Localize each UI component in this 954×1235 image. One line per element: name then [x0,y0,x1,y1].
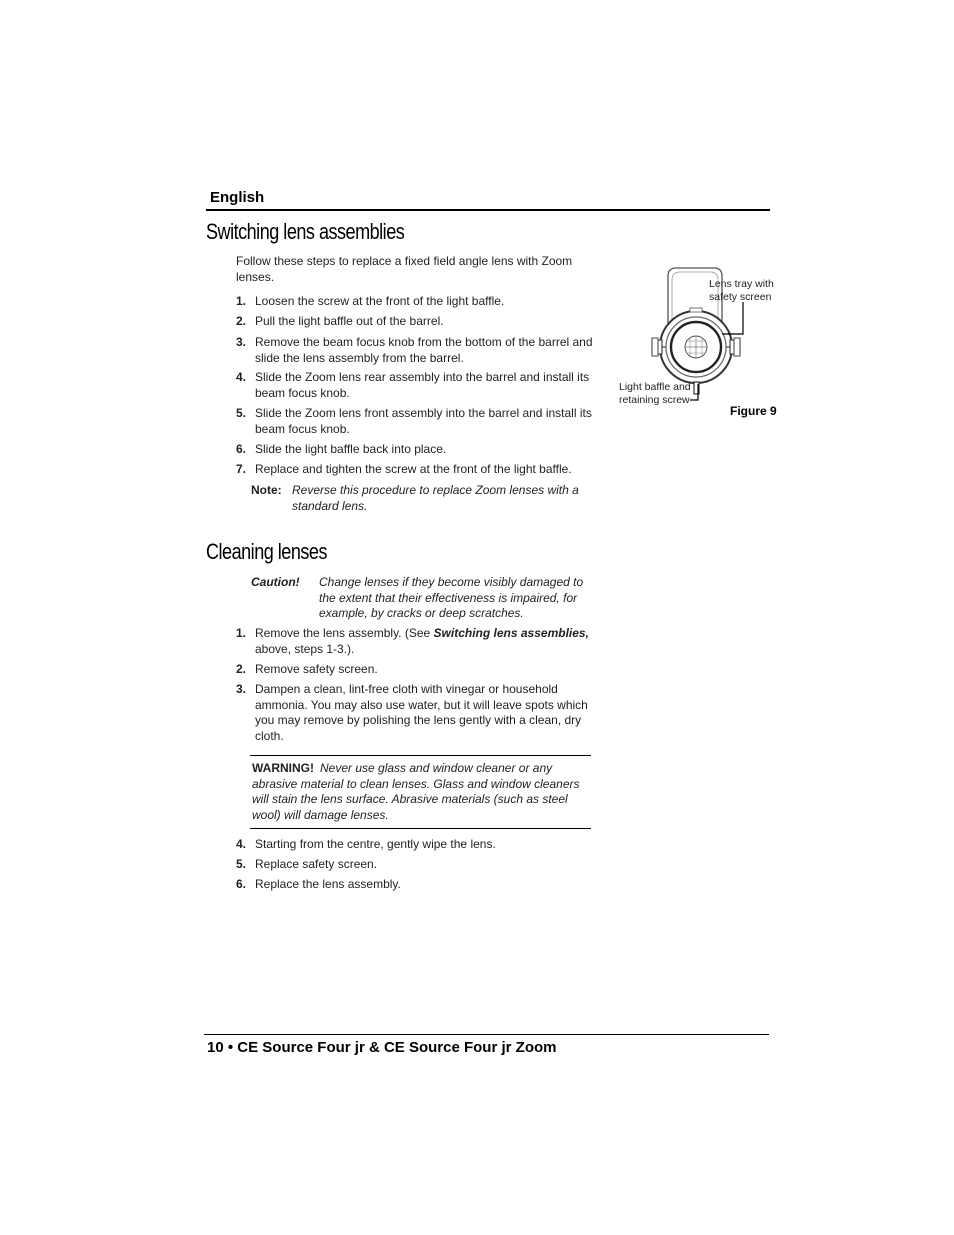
step-text-part: above, steps 1-3.). [255,641,355,656]
note-text: Reverse this procedure to replace Zoom lenses with a standard lens. [292,483,579,513]
step-number: 5. [236,406,247,420]
step-text: Slide the Zoom lens rear assembly into the barrel and install its beam focus knob. [255,370,590,400]
list-item [236,837,596,853]
step-number: 4. [236,837,247,851]
note-label: Note: [251,483,282,497]
callout-line: safety screen [709,290,772,303]
list-item [236,857,596,873]
section1-intro: Follow these steps to replace a fixed field angle lens with Zoom lenses. [236,254,573,284]
step-text [255,626,596,657]
step-number: 6. [236,877,247,891]
callout-line: Light baffle and [619,381,691,393]
callout-light-baffle [619,381,691,406]
warning-text: Never use glass and window cleaner or any abrasive material to clean lenses. Glass and window cleaners will stain the lens surface. Abrasive materials (such as steel wool) will damage lenses. [252,761,580,822]
step-number: 3. [236,335,247,349]
list-item [236,682,596,744]
callout-lens-tray [709,278,774,303]
step-text: Replace safety screen. [255,857,378,871]
list-item [236,626,596,657]
step-number: 1. [236,626,247,640]
step-number: 2. [236,314,247,328]
caution [251,575,596,622]
footer-rule [204,1034,769,1035]
section-title-switching: Switching lens assemblies [206,219,405,244]
caution-text: Change lenses if they become visibly damaged to the extent that their effectiveness is impaired, for example, by cracks or deep scratches. [319,575,584,620]
page-footer: 10 • CE Source Four jr & CE Source Four jr Zoom [207,1039,557,1056]
list-item [236,442,596,458]
figure-caption: Figure 9 [730,404,777,418]
step-text: Replace and tighten the screw at the front of the light baffle. [255,462,572,476]
step-number: 5. [236,857,247,871]
list-item [236,662,596,678]
list-item [236,314,596,330]
step-number: 2. [236,662,247,676]
warning-box [250,755,591,829]
header-rule [206,209,770,211]
warning-label: WARNING! [252,761,314,775]
step-text: Remove safety screen. [255,662,378,676]
list-item [236,877,596,893]
step-text: Pull the light baffle out of the barrel. [255,314,444,328]
step-text: Slide the light baffle back into place. [255,442,447,456]
step-text: Remove the beam focus knob from the bottom of the barrel and slide the lens assembly from the barrel. [255,335,593,365]
callout-line: Lens tray with [709,278,774,290]
step-text: Loosen the screw at the front of the light baffle. [255,294,505,308]
cross-reference: Switching lens assemblies, [433,626,589,640]
step-number: 4. [236,370,247,384]
callout-line: retaining screw [619,393,690,406]
step-number: 3. [236,682,247,696]
list-item [236,294,596,310]
step-text: Starting from the centre, gently wipe the lens. [255,837,496,851]
step-number: 1. [236,294,247,308]
step-text: Dampen a clean, lint-free cloth with vinegar or household ammonia. You may also use water, but it will leave spots which you may remove by polishing the lens gently with a clean, dry cloth. [255,682,588,743]
note [251,483,596,514]
list-item [236,462,596,478]
list-item [236,370,596,401]
caution-label: Caution! [251,575,300,589]
step-number: 6. [236,442,247,456]
list-item [236,406,596,437]
section-title-cleaning: Cleaning lenses [206,539,327,564]
step-text: Slide the Zoom lens front assembly into the barrel and install its beam focus knob. [255,406,592,436]
language-label: English [210,189,265,206]
step-text-part: Remove the lens assembly. (See [255,626,434,640]
list-item [236,335,596,366]
step-text: Replace the lens assembly. [255,877,401,891]
step-number: 7. [236,462,247,476]
